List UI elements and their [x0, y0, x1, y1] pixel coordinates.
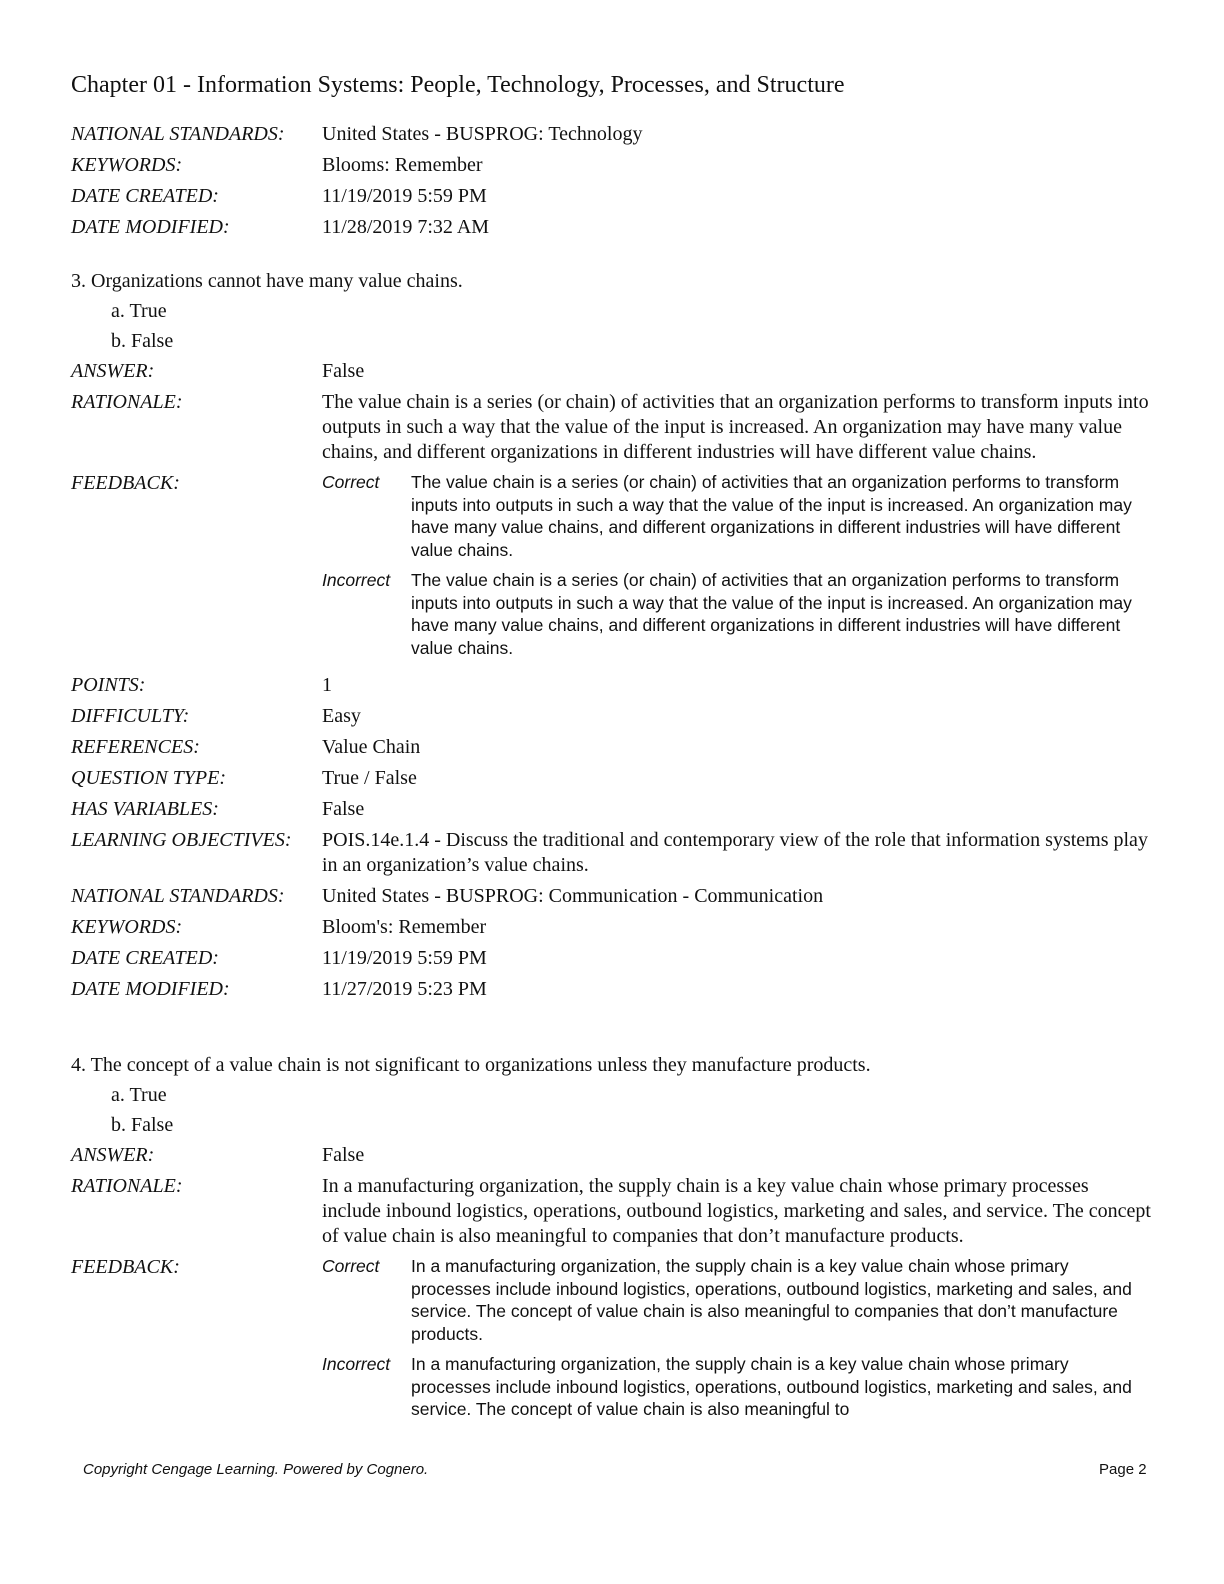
meta-label: NATIONAL STANDARDS: — [71, 123, 285, 145]
meta-label: POINTS: — [71, 674, 146, 696]
feedback-label: FEEDBACK: — [71, 1256, 180, 1278]
feedback-text: The value chain is a series (or chain) of activities that an organization performs to transform inputs into outputs in such a way that the value of the input is increased. An organization may have many value chains, and different organizations in different industries will have different value chains. — [411, 570, 1132, 658]
feedback-list — [322, 1255, 1151, 1429]
question-4 — [71, 1053, 1151, 1435]
meta-row — [71, 915, 1151, 940]
meta-value: 11/28/2019 7:32 AM — [322, 216, 490, 238]
chapter-title: Chapter 01 - Information Systems: People, Technology, Processes, and Structure — [71, 72, 845, 98]
question-text: 4. The concept of a value chain is not significant to organizations unless they manufacture products. — [71, 1054, 871, 1076]
meta-label: QUESTION TYPE: — [71, 767, 227, 789]
meta-row — [71, 215, 1151, 240]
meta-label: KEYWORDS: — [71, 916, 183, 938]
feedback-text: The value chain is a series (or chain) of activities that an organization performs to transform inputs into outputs in such a way that the value of the input is increased. An organization may have many value chains, and different organizations in different industries will have different value chains. — [411, 472, 1132, 560]
feedback-text: In a manufacturing organization, the supply chain is a key value chain whose primary processes include inbound logistics, operations, outbound logistics, marketing and sales, and service. The concept of value chain is also meaningful to — [411, 1354, 1132, 1419]
meta-row — [71, 704, 1151, 729]
meta-label: DATE MODIFIED: — [71, 216, 230, 238]
meta-row — [71, 153, 1151, 178]
rationale-row — [71, 390, 1151, 465]
meta-label: REFERENCES: — [71, 736, 200, 758]
page-number: Page 2 — [1099, 1461, 1147, 1478]
meta-label: NATIONAL STANDARDS: — [71, 885, 285, 907]
feedback-row — [71, 471, 1151, 667]
meta-label: KEYWORDS: — [71, 154, 183, 176]
feedback-text: In a manufacturing organization, the supply chain is a key value chain whose primary processes include inbound logistics, operations, outbound logistics, marketing and sales, and service. The concept of value chain is also meaningful to companies that don’t manufacture products. — [411, 1256, 1132, 1344]
meta-row — [71, 184, 1151, 209]
meta-row — [71, 828, 1151, 878]
option-false: b. False — [111, 1114, 174, 1136]
feedback-incorrect — [322, 569, 1151, 659]
meta-value: POIS.14e.1.4 - Discuss the traditional and contemporary view of the role that information systems play in an organization’s value chains. — [322, 829, 1148, 876]
meta-row — [71, 122, 1151, 147]
meta-label: DIFFICULTY: — [71, 705, 190, 727]
meta-row — [71, 946, 1151, 971]
answer-label: ANSWER: — [71, 360, 155, 382]
meta-value: 1 — [322, 674, 332, 696]
feedback-incorrect — [322, 1353, 1151, 1421]
meta-label: LEARNING OBJECTIVES: — [71, 829, 292, 851]
rationale-label: RATIONALE: — [71, 1175, 183, 1197]
feedback-correct — [322, 1255, 1151, 1345]
meta-label: HAS VARIABLES: — [71, 798, 219, 820]
meta-value: Blooms: Remember — [322, 154, 483, 176]
answer-row — [71, 359, 1151, 384]
copyright-footer: Copyright Cengage Learning. Powered by Cognero. — [83, 1461, 429, 1478]
meta-row — [71, 673, 1151, 698]
feedback-kind: Incorrect — [322, 570, 391, 590]
meta-label: DATE CREATED: — [71, 947, 219, 969]
meta-value: United States - BUSPROG: Communication - Communication — [322, 885, 824, 907]
meta-value: 11/27/2019 5:23 PM — [322, 978, 487, 1000]
option-true: a. True — [111, 300, 167, 322]
answer-value: False — [322, 1144, 365, 1166]
feedback-label: FEEDBACK: — [71, 472, 180, 494]
meta-value: Bloom's: Remember — [322, 916, 487, 938]
feedback-kind: Incorrect — [322, 1354, 391, 1374]
meta-value: Value Chain — [322, 736, 421, 758]
rationale-row — [71, 1174, 1151, 1249]
meta-row — [71, 797, 1151, 822]
option-false: b. False — [111, 330, 174, 352]
feedback-list — [322, 471, 1151, 667]
rationale-label: RATIONALE: — [71, 391, 183, 413]
meta-row — [71, 766, 1151, 791]
meta-row — [71, 735, 1151, 760]
prev-question-meta — [71, 122, 1151, 246]
meta-value: False — [322, 798, 365, 820]
meta-value: Easy — [322, 705, 361, 727]
meta-value: 11/19/2019 5:59 PM — [322, 185, 487, 207]
answer-value: False — [322, 360, 365, 382]
meta-label: DATE MODIFIED: — [71, 978, 230, 1000]
meta-value: 11/19/2019 5:59 PM — [322, 947, 487, 969]
option-true: a. True — [111, 1084, 167, 1106]
feedback-row — [71, 1255, 1151, 1429]
meta-label: DATE CREATED: — [71, 185, 219, 207]
meta-row — [71, 884, 1151, 909]
question-3 — [71, 269, 1151, 1008]
rationale-text: In a manufacturing organization, the supply chain is a key value chain whose primary processes include inbound logistics, operations, outbound logistics, marketing and sales, and service. The concept of value chain is also meaningful to companies that don’t manufacture products. — [322, 1175, 1151, 1247]
meta-row — [71, 977, 1151, 1002]
meta-value: United States - BUSPROG: Technology — [322, 123, 643, 145]
feedback-kind: Correct — [322, 472, 380, 492]
answer-label: ANSWER: — [71, 1144, 155, 1166]
feedback-kind: Correct — [322, 1256, 380, 1276]
question-text: 3. Organizations cannot have many value chains. — [71, 270, 463, 292]
meta-value: True / False — [322, 767, 417, 789]
feedback-correct — [322, 471, 1151, 561]
answer-row — [71, 1143, 1151, 1168]
rationale-text: The value chain is a series (or chain) of activities that an organization performs to transform inputs into outputs in such a way that the value of the input is increased. An organization may have many value chains, and different organizations in different industries will have different value chains. — [322, 391, 1149, 463]
